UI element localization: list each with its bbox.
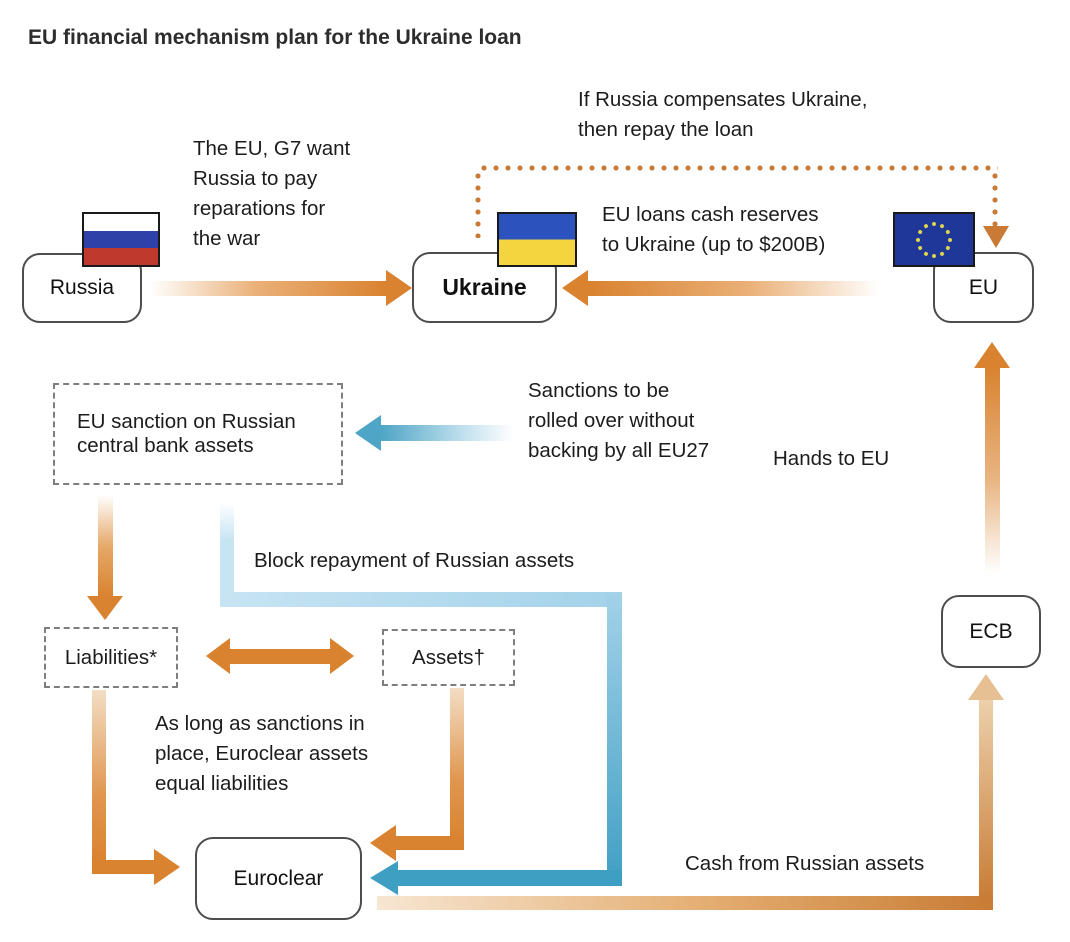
russia-to-ukraine-arrowhead <box>386 270 412 306</box>
assets-to-euroclear-arrowhead <box>370 825 396 861</box>
sanction-to-liabilities-arrow <box>98 495 113 598</box>
eu-loans-label: EU loans cash reserves to Ukraine (up to $200B) <box>602 203 826 256</box>
liabilities-to-euroclear-line-v <box>92 690 106 866</box>
block-repayment-arrowhead <box>370 861 398 895</box>
hands-to-eu-label: Hands to EU <box>773 447 890 470</box>
block-repayment-label: Block repayment of Russian assets <box>254 549 575 572</box>
block-repayment-line-h1 <box>220 592 622 607</box>
repay-dotted-line-left <box>475 170 481 238</box>
ukraine-flag-icon <box>497 212 577 267</box>
sanction-to-liabilities-arrowhead <box>87 596 123 620</box>
repay-dotted-line-right <box>992 170 998 226</box>
sanction-box-line1: EU sanction on Russian <box>77 410 296 433</box>
repay-dotted-line-top <box>478 165 998 171</box>
liabilities-assets-arrowhead-right <box>330 638 354 674</box>
russia-to-ukraine-arrow <box>150 281 388 296</box>
assets-to-euroclear-line-h <box>396 836 464 850</box>
liabilities-assets-arrowhead-left <box>206 638 230 674</box>
sanctions-to-box-arrow <box>381 425 513 441</box>
cash-to-ecb-line-v <box>979 700 993 900</box>
russia-flag-icon <box>82 212 160 267</box>
russia-node-label: Russia <box>49 276 115 299</box>
ecb-to-eu-arrow <box>985 366 1000 574</box>
block-repayment-line-v1 <box>220 502 234 599</box>
sanctions-in-place-label: As long as sanctions in place, Euroclear assets equal liabilities <box>155 712 369 795</box>
ecb-to-eu-arrowhead <box>974 342 1010 368</box>
euroclear-node-label: Euroclear <box>233 866 324 890</box>
liabilities-to-euroclear-arrowhead <box>154 849 180 885</box>
block-repayment-line-v2 <box>607 592 622 886</box>
ecb-node-label: ECB <box>969 619 1013 643</box>
euroclear-node <box>195 837 362 920</box>
liabilities-box-label: Liabilities* <box>64 645 158 669</box>
eu-flag-icon <box>893 212 975 267</box>
repay-condition-label: If Russia compensates Ukraine, then repay the loan <box>578 88 868 141</box>
cash-from-assets-label: Cash from Russian assets <box>685 852 925 875</box>
cash-to-ecb-arrowhead <box>968 674 1004 700</box>
eu-node-label: EU <box>968 275 999 299</box>
repay-dotted-arrowhead <box>983 226 1009 248</box>
sanction-box-line2: central bank assets <box>77 434 254 457</box>
eu-to-ukraine-arrowhead <box>562 270 588 306</box>
block-repayment-arrow <box>398 870 622 886</box>
page-title: EU financial mechanism plan for the Ukraine loan <box>28 26 522 49</box>
liabilities-assets-arrow <box>228 649 332 664</box>
assets-box-label: Assets† <box>412 645 485 669</box>
sanctions-to-box-arrowhead <box>355 415 381 451</box>
eu-to-ukraine-arrow <box>588 281 880 296</box>
reparations-label: The EU, G7 want Russia to pay reparations for the war <box>193 137 351 250</box>
liabilities-to-euroclear-line-h <box>92 860 156 874</box>
assets-box <box>382 629 515 686</box>
ukraine-node-label: Ukraine <box>442 274 527 300</box>
sanctions-rollover-label: Sanctions to be rolled over without backing by all EU27 <box>528 379 710 462</box>
assets-to-euroclear-line-v <box>450 688 464 843</box>
sanction-box <box>53 383 343 485</box>
ecb-node <box>941 595 1041 668</box>
cash-to-ecb-line-h <box>377 896 993 910</box>
liabilities-box <box>44 627 178 688</box>
